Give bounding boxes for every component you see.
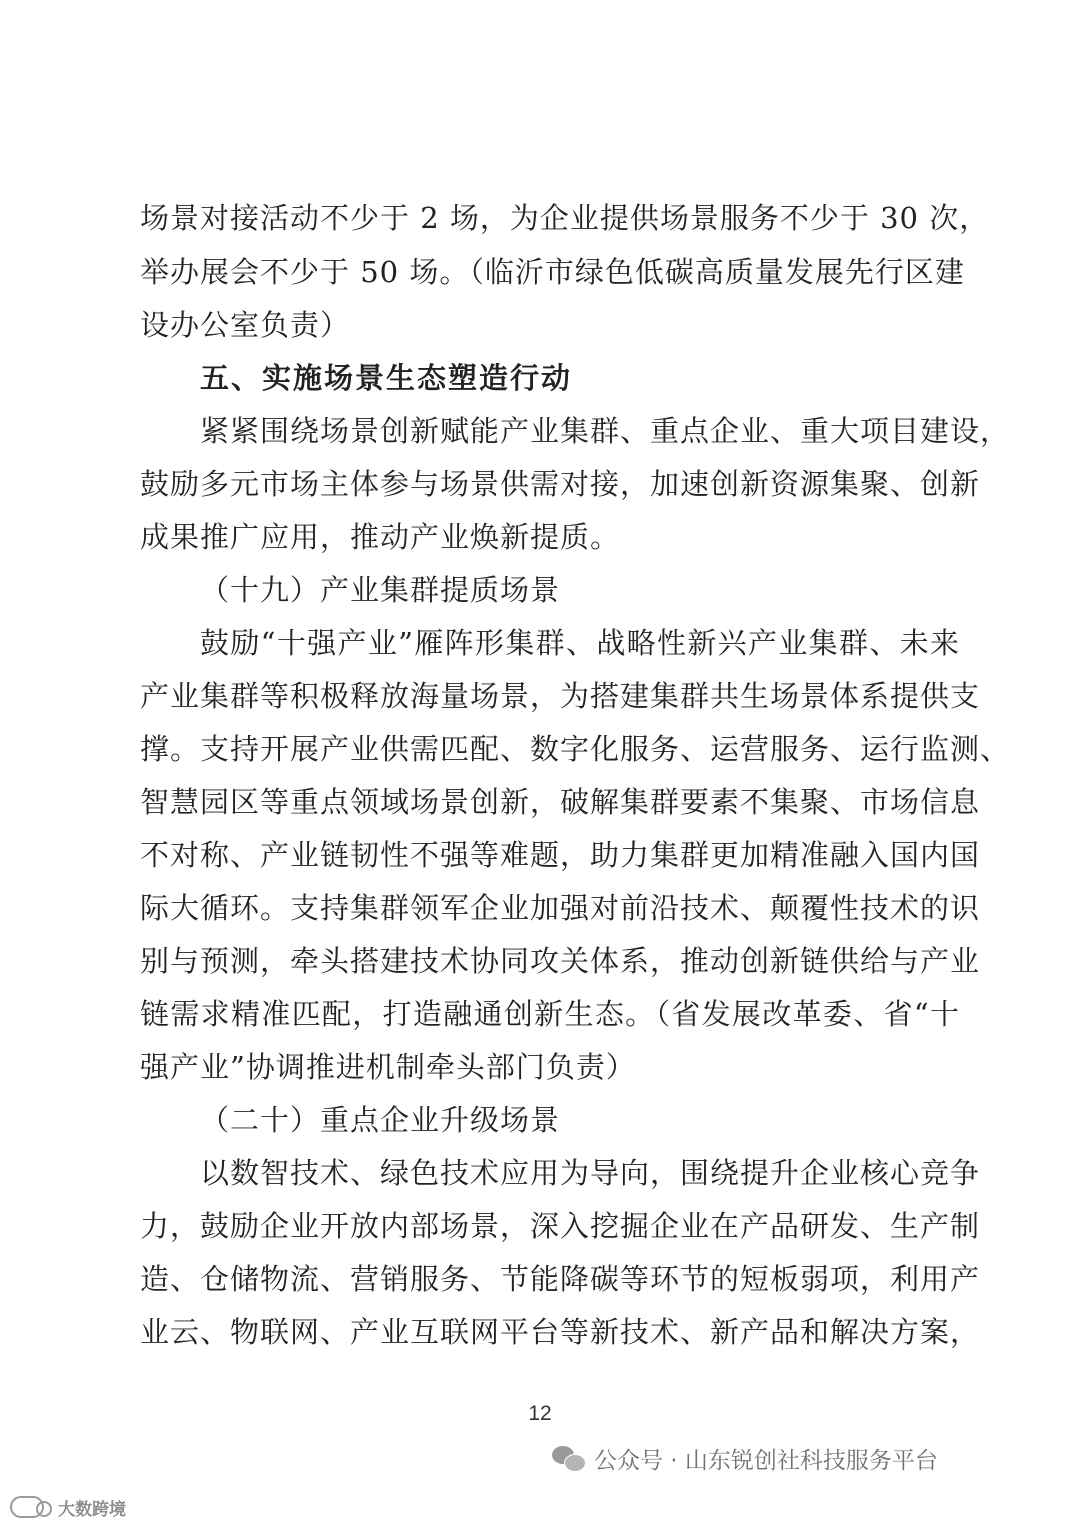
paragraph-line: 智慧园区等重点领域场景创新，破解集群要素不集聚、市场信息: [140, 785, 981, 819]
section-heading: 五、实施场景生态塑造行动: [200, 361, 573, 395]
paragraph-line: 成果推广应用，推动产业焕新提质。: [140, 520, 621, 554]
paragraph-line: 业云、物联网、产业互联网平台等新技术、新产品和解决方案，: [140, 1315, 981, 1349]
paragraph-line: 举办展会不少于 50 场。（临沂市绿色低碳高质量发展先行区建: [140, 255, 965, 289]
subsection-heading: （二十）重点企业升级场景: [200, 1103, 561, 1137]
paragraph-line: 设办公室负责）: [140, 308, 351, 342]
brand-watermark: [10, 1492, 126, 1522]
paragraph-line: 场景对接活动不少于 2 场，为企业提供场景服务不少于 30 次，: [140, 201, 990, 235]
subsection-heading: （十九）产业集群提质场景: [200, 573, 561, 607]
page-number: 12: [528, 1402, 552, 1425]
paragraph-line: 紧紧围绕场景创新赋能产业集群、重点企业、重大项目建设，: [200, 414, 1011, 448]
brand-logo-icon: [10, 1496, 44, 1518]
paragraph-line: 强产业”协调推进机制牵头部门负责）: [140, 1050, 636, 1084]
paragraph-line: 产业集群等积极释放海量场景，为搭建集群共生场景体系提供支: [140, 679, 981, 713]
paragraph-line: 链需求精准匹配，打造融通创新生态。（省发展改革委、省“十: [140, 997, 960, 1031]
paragraph-line: 别与预测，牵头搭建技术协同攻关体系，推动创新链供给与产业: [140, 944, 981, 978]
wechat-watermark: [552, 1440, 938, 1476]
paragraph-line: 鼓励“十强产业”雁阵形集群、战略性新兴产业集群、未来: [200, 626, 960, 660]
watermark-text: 公众号 · 山东锐创社科技服务平台: [594, 1447, 938, 1474]
paragraph-line: 际大循环。支持集群领军企业加强对前沿技术、颠覆性技术的识: [140, 891, 981, 925]
wechat-icon: [552, 1444, 586, 1472]
paragraph-line: 造、仓储物流、营销服务、节能降碳等环节的短板弱项，利用产: [140, 1262, 981, 1296]
paragraph-line: 鼓励多元市场主体参与场景供需对接，加速创新资源集聚、创新: [140, 467, 981, 501]
paragraph-line: 以数智技术、绿色技术应用为导向，围绕提升企业核心竞争: [200, 1156, 981, 1190]
paragraph-line: 不对称、产业链韧性不强等难题，助力集群更加精准融入国内国: [140, 838, 981, 872]
brand-text: 大数跨境: [58, 1499, 126, 1520]
paragraph-line: 力，鼓励企业开放内部场景，深入挖掘企业在产品研发、生产制: [140, 1209, 981, 1243]
paragraph-line: 撑。支持开展产业供需匹配、数字化服务、运营服务、运行监测、: [140, 732, 1011, 766]
